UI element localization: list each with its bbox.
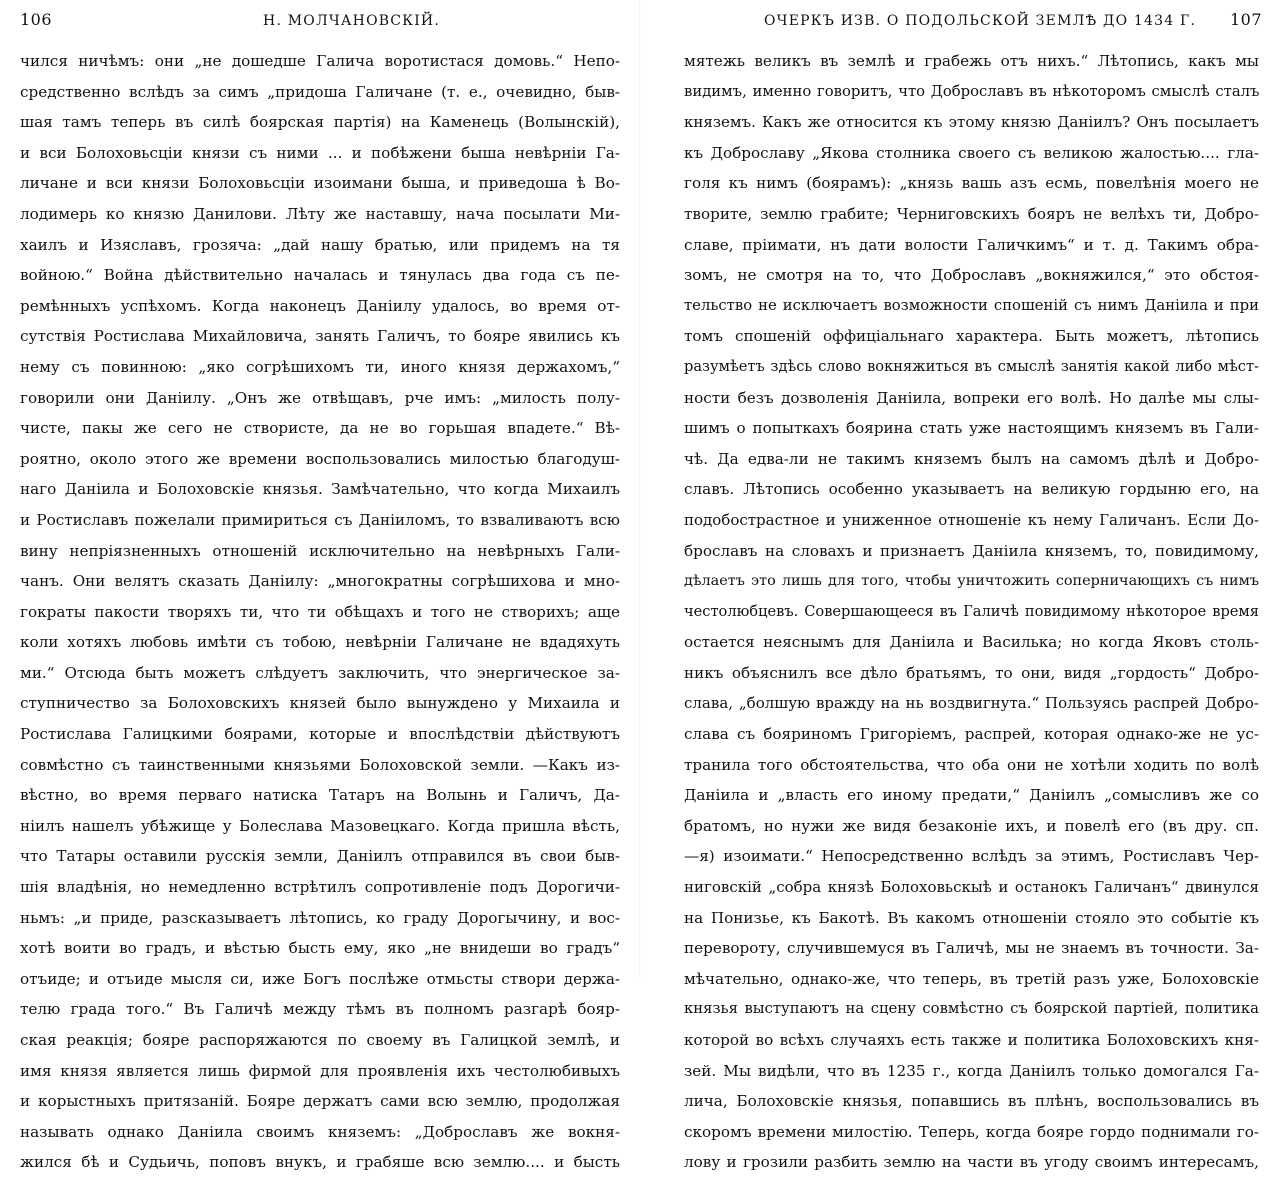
text-line: слава, „болшую вражду на нь воздвигнута.“ Пользуясь распрей Добро- — [684, 694, 1259, 713]
left-running-title: Н. МОЛЧАНОВСКІЙ. — [263, 13, 440, 29]
text-line: средственно вслѣдъ за симъ „придоша Галичане (т. е., очевидно, быв- — [20, 82, 620, 101]
text-line: хаилъ и Изяславъ, грозяча: „дай нашу братью, или придемъ на тя — [20, 235, 620, 254]
text-line: слава съ бояриномъ Григоріемъ, распрей, которая однако-же не ус- — [684, 725, 1259, 744]
text-line: честолюбцевъ. Совершающееся въ Галичѣ повидимому нѣкоторое время — [684, 602, 1259, 620]
text-line: что Татары оставили русскія земли, Даніилъ отправился въ свои быв- — [20, 847, 620, 866]
text-line: жился бѣ и Судьичь, поповъ внукъ, и грабяше всю землю.... и бысть — [20, 1153, 620, 1172]
text-line: называть однако Даніила своимъ княземъ: „Доброславъ же вокня- — [20, 1122, 620, 1141]
text-line: тельство не исключаетъ возможности спошеній съ нимъ Даніила и при — [684, 296, 1259, 314]
text-line: подобострастное и униженное отношеніе къ нему Галичанъ. Если До- — [684, 510, 1259, 529]
text-line: шія владѣнія, но немедленно встрѣтилъ сопротивленіе подъ Дорогичи- — [20, 878, 620, 897]
text-line: лодимерь ко князю Данилови. Лѣту же наставшу, нача посылати Ми- — [20, 204, 620, 223]
text-line: лича, Болоховскіе князья, попавшись въ плѣнъ, воспользовались въ — [684, 1092, 1259, 1111]
text-line: гократы пакости творяхъ ти, что ти обѣщахъ и того не створихъ; аще — [20, 602, 620, 621]
right-running-title: ОЧЕРКЪ ИЗВ. О ПОДОЛЬСКОЙ ЗЕМЛѢ ДО 1434 Г. — [764, 13, 1197, 29]
text-line: ніилъ нашелъ убѣжище у Болеслава Мазовецкаго. Когда пришла вѣсть, — [20, 816, 620, 835]
text-line: на Понизье, къ Бакотѣ. Въ какомъ отношеніи стояло это событіе къ — [684, 908, 1259, 927]
left-page-number: 106 — [20, 10, 53, 29]
text-line: ньмъ: „и приде, разсказываетъ лѣтопись, ко граду Дорогычину, и вос- — [20, 908, 620, 927]
left-page-text — [20, 46, 620, 1178]
text-line: и Ростиславъ пожелали примириться съ Даніиломъ, то взваливаютъ всю — [20, 510, 620, 529]
text-line: никъ объяснилъ все дѣло братьямъ, то они, видя „гордость“ Добро- — [684, 663, 1259, 682]
text-line: славъ. Лѣтопись особенно указываетъ на великую гордыню его, на — [684, 480, 1259, 499]
page-gutter — [639, 0, 641, 979]
text-line: телю града того.“ Въ Галичѣ между тѣмъ въ полномъ разгарѣ бояр- — [20, 1000, 620, 1019]
text-line: зомъ, не смотря на то, что Доброславъ „вокняжился,“ это обстоя- — [684, 266, 1259, 285]
text-line: брославъ на словахъ и признаетъ Даніила княземъ, то, повидимому, — [684, 541, 1259, 560]
text-line: ремѣнныхъ успѣхомъ. Когда наконецъ Даніилу удалось, во время от- — [20, 296, 620, 315]
text-line: личане и вси князи Болоховьсціи изоимани быша, и приведоша ѣ Во- — [20, 174, 620, 193]
text-line: лову и грозили разбить землю на части въ угоду своимъ интересамъ, — [684, 1153, 1259, 1172]
text-line: зей. Мы видѣли, что въ 1235 г., когда Даніилъ только домогался Га- — [684, 1061, 1259, 1080]
text-line: коли хотяхъ любовь имѣти съ тобою, невѣрніи Галичане не вдадяхуть — [20, 633, 620, 652]
text-line: войною.“ Война дѣйствительно началась и тянулась два года съ пе- — [20, 266, 620, 285]
text-line: совмѣстно съ таинственными князьями Болоховской земли. —Какъ из- — [20, 755, 620, 774]
text-line: транила того обстоятельства, что оба они не хотѣли ходить по волѣ — [684, 755, 1259, 774]
text-line: братомъ, но нужи же видя безаконіе ихъ, и повелѣ его (въ дру. сп. — [684, 816, 1259, 835]
text-line: славе, пріимати, нъ дати волости Галичкимъ“ и т. д. Такимъ обра- — [684, 235, 1259, 254]
text-line: голя къ нимъ (боярамъ): „князь вашь азъ есмь, повелѣнія моего не — [684, 174, 1259, 193]
left-page — [0, 0, 640, 1172]
text-line: перевороту, случившемуся въ Галичѣ, мы не знаемъ въ точности. За- — [684, 939, 1259, 958]
text-line: шимъ о попыткахъ боярина стать уже настоящимъ княземъ въ Гали- — [684, 419, 1259, 438]
text-line: и корыстныхъ притязаній. Бояре держатъ сами всю землю, продолжая — [20, 1092, 620, 1111]
text-line: дѣлаетъ это лишь для того, чтобы уничтожить соперничающихъ съ нимъ — [684, 573, 1259, 590]
text-line: ми.“ Отсюда быть можетъ слѣдуетъ заключить, что энергическое за- — [20, 663, 620, 682]
text-line: Ростислава Галицкими боярами, которые и впослѣдствіи дѣйствуютъ — [20, 725, 620, 744]
text-line: вѣстно, во время перваго натиска Татаръ на Волынь и Галичъ, Да- — [20, 786, 620, 805]
text-line: шая тамъ теперь въ силѣ боярская партія) на Каменець (Волынскій), — [20, 113, 620, 132]
text-line: роятно, около этого же времени воспользовались милостью благодуш- — [20, 449, 620, 468]
right-page-number: 107 — [1229, 10, 1262, 29]
text-line: —я) изоимати.“ Непосредственно вслѣдъ за этимъ, Ростиславъ Чер- — [684, 847, 1259, 866]
text-line: остается неяснымъ для Даніила и Василька; но когда Яковъ столь- — [684, 633, 1259, 652]
text-line: къ Доброславу „Якова столника своего съ великою жалостью.... гла- — [684, 143, 1259, 162]
text-line: мятежь великъ въ землѣ и грабежь отъ нихъ.“ Лѣтопись, какъ мы — [684, 52, 1259, 70]
text-line: наго Даніила и Болоховскіе князья. Замѣчательно, что когда Михаилъ — [20, 480, 620, 499]
text-line: нему съ повинною: „яко согрѣшихомъ ти, иного князя держахомъ,“ — [20, 357, 620, 376]
text-line: чисте, пакы же сего не створисте, да не во горьшая впадете.“ Вѣ- — [20, 419, 620, 438]
text-line: которой во всѣхъ случаяхъ есть также и политика Болоховскихъ кня- — [684, 1031, 1259, 1049]
text-line: говорили они Даніилу. „Онъ же отвѣщавъ, рче имъ: „милость полу- — [20, 388, 620, 407]
text-line: отъиде; и отъиде мысля си, иже Богъ послѣже отмьсты створи держа- — [20, 969, 620, 988]
text-line: князья выступаютъ на сцену совмѣстно съ боярской партіей, политика — [684, 1000, 1259, 1018]
text-line: чѣ. Да едва-ли не такимъ княземъ былъ на самомъ дѣлѣ и Добро- — [684, 449, 1259, 468]
right-page — [640, 0, 1280, 1172]
text-line: разумѣетъ здѣсь слово вокняжиться въ смыслѣ занятія какой либо мѣст- — [684, 357, 1259, 375]
text-line: и вси Болоховьсціи князи съ ними ... и побѣжени быша невѣрніи Га- — [20, 143, 620, 162]
text-line: вину непріязненныхъ отношеній исключительно на невѣрныхъ Гали- — [20, 541, 620, 560]
right-running-head — [684, 10, 1262, 32]
text-line: скоромъ времени милостію. Теперь, когда бояре гордо поднимали го- — [684, 1122, 1259, 1141]
text-line: хотѣ воити во градъ, и вѣстью бысть ему, яко „не внидеши во градъ“ — [20, 939, 620, 958]
text-line: чанъ. Они велятъ сказать Даніилу: „многократны согрѣшихова и мно- — [20, 572, 620, 591]
text-line: ская реакція; бояре распоряжаются по своему въ Галицкой землѣ, и — [20, 1031, 620, 1049]
left-running-head — [20, 10, 620, 32]
text-line: чился ничѣмъ: они „не дошедше Галича воротистася домовь.“ Непо- — [20, 52, 620, 70]
text-line: ступничество за Болоховскихъ князей было вынуждено у Михаила и — [20, 694, 620, 713]
text-line: ности безъ дозволенія Даніила, вопреки его волѣ. Но далѣе мы слы- — [684, 388, 1259, 407]
text-line: видимъ, именно говоритъ, что Доброславъ въ нѣкоторомъ смыслѣ сталъ — [684, 82, 1259, 100]
text-line: имя князя является лишь фирмой для проявленія ихъ честолюбивыхъ — [20, 1061, 620, 1080]
text-line: сутствія Ростислава Михайловича, занять Галичъ, то бояре явились къ — [20, 327, 620, 346]
text-line: мѣчательно, однако-же, что теперь, въ третій разъ уже, Болоховскіе — [684, 969, 1259, 988]
text-line: томъ спошеній оффиціальнаго характера. Быть можетъ, лѣтопись — [684, 327, 1259, 346]
right-page-text — [684, 46, 1262, 1178]
text-line: творите, землю грабите; Черниговскихъ бояръ не велѣхъ ти, Добро- — [684, 204, 1259, 223]
text-line: ниговскій „собра князѣ Болоховьскыѣ и останокъ Галичанъ“ двинулся — [684, 878, 1259, 897]
text-line: княземъ. Какъ же относится къ этому князю Даніилъ? Онъ посылаетъ — [684, 113, 1259, 132]
text-line: Даніила и „власть его иному предати,“ Даніилъ „сомысливъ же со — [684, 786, 1259, 805]
